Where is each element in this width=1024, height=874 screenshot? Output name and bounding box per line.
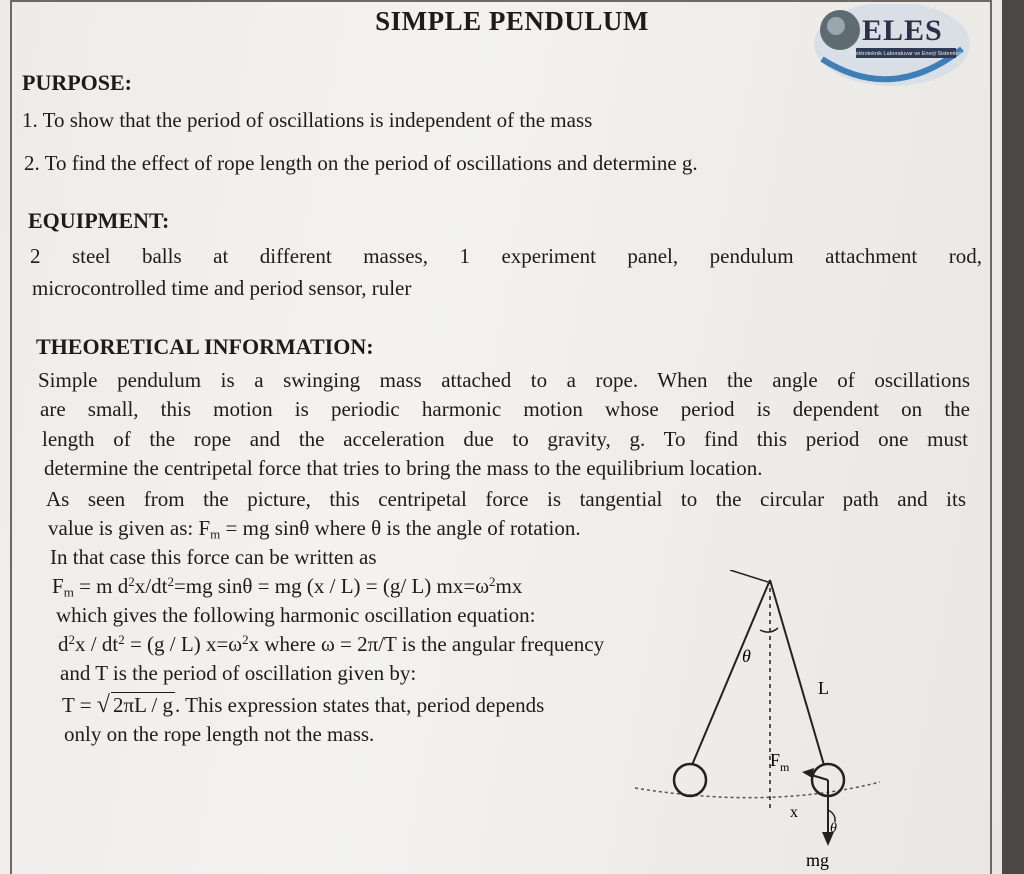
purpose-heading: PURPOSE: <box>22 70 132 95</box>
page-title: SIMPLE PENDULUM <box>375 6 649 36</box>
weight-label: mg <box>806 850 830 870</box>
theory-line: As seen from the picture, this centripetal force is tangential to the circular path and its <box>46 487 966 511</box>
rope-left <box>692 580 770 765</box>
rope-right <box>770 580 824 765</box>
theory-line: which gives the following harmonic oscillation equation: <box>56 603 536 627</box>
theta-label-bottom: θ <box>830 821 837 836</box>
equipment-line: microcontrolled time and period sensor, ruler <box>32 276 412 300</box>
page-border-right <box>990 0 992 874</box>
theory-line: In that case this force can be written as <box>50 545 377 569</box>
equipment-line: 2 steel balls at different masses, 1 experiment panel, pendulum attachment rod, <box>30 244 982 268</box>
theory-line: are small, this motion is periodic harmonic motion whose period is dependent on the <box>40 397 970 421</box>
length-label: L <box>818 678 829 698</box>
displacement-label: x <box>790 804 798 821</box>
equation-harmonic: $d^2x / dt^2 = (g / L)$ $x=\omega^2x$ where ω = 2π/T is the angular frequency <box>58 631 605 656</box>
page-border-top <box>10 0 992 2</box>
equation-force: $F_m = m$ $d^2x/dt^2=mg$ sinθ = mg (x / L) = (g/ L) $mx=\omega^2mx$ <box>52 573 523 600</box>
purpose-item: 2. To find the effect of rope length on the period of oscillations and determine g. <box>24 151 698 175</box>
theory-line: and T is the period of oscillation given by: <box>60 661 417 685</box>
page-border-left <box>10 0 12 874</box>
svg-text:Elektroteknik Laboratuvar ve E: Elektroteknik Laboratuvar ve Enerji Sistemleri <box>850 51 962 57</box>
theory-line-force: value is given as: $F_m$ = mg sinθ where θ is the angle of rotation. <box>48 516 581 542</box>
equipment-heading: EQUIPMENT: <box>28 208 170 233</box>
pendulum-ball-left <box>674 764 706 796</box>
force-label: $F_m$ <box>770 750 790 774</box>
purpose-item: 1. To show that the period of oscillations is independent of the mass <box>22 108 593 132</box>
logo-text: ELES <box>862 14 943 47</box>
equation-period: T = √ 2πL / g. This expression states that, period depends <box>62 692 545 718</box>
pendulum-diagram <box>630 570 890 870</box>
theory-line: length of the rope and the acceleration due to gravity, g. To find this period one must <box>42 427 968 451</box>
support-line <box>730 570 768 582</box>
theta-label: θ <box>742 646 751 666</box>
theory-line: Simple pendulum is a swinging mass attached to a rope. When the angle of oscillations <box>38 368 970 392</box>
force-arrowhead <box>802 768 814 778</box>
theory-line: only on the rope length not the mass. <box>64 722 375 746</box>
theta-arc <box>760 628 778 632</box>
theory-line: determine the centripetal force that tries to bring the mass to the equilibrium location. <box>44 456 763 480</box>
theory-heading: THEORETICAL INFORMATION: <box>36 334 374 359</box>
